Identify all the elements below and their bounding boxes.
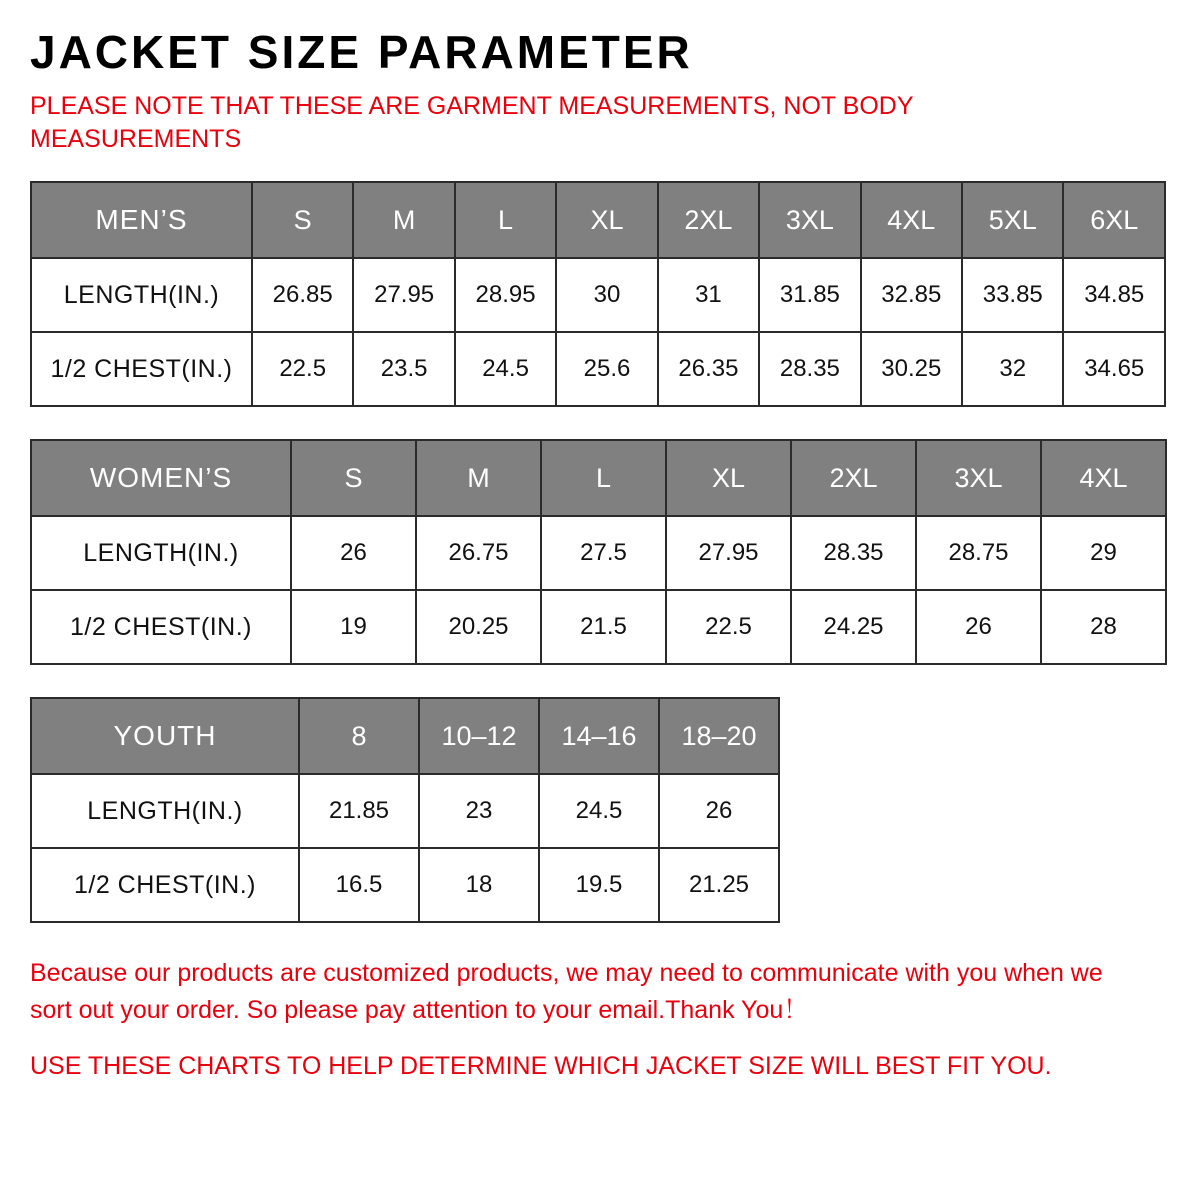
row-label: LENGTH(IN.) [31, 774, 299, 848]
table-row [31, 774, 779, 848]
table-cell: 31.85 [759, 258, 860, 332]
table-header-cell: 8 [299, 698, 419, 774]
table-cell: 28.35 [791, 516, 916, 590]
table-cell: 26 [659, 774, 779, 848]
table-header-cell: 14–16 [539, 698, 659, 774]
table-cell: 23.5 [353, 332, 454, 406]
table-cell: 28 [1041, 590, 1166, 664]
row-label: 1/2 CHEST(IN.) [31, 332, 252, 406]
table-header-cell: 4XL [861, 182, 962, 258]
womens-size-table [30, 439, 1167, 665]
table-cell: 25.6 [556, 332, 657, 406]
table-cell: 28.35 [759, 332, 860, 406]
row-label: 1/2 CHEST(IN.) [31, 848, 299, 922]
table-header-cell: 5XL [962, 182, 1063, 258]
table-row [31, 590, 1166, 664]
mens-size-table [30, 181, 1166, 407]
table-header-cell: 2XL [658, 182, 759, 258]
table-header-cell: S [291, 440, 416, 516]
table-header-cell: S [252, 182, 353, 258]
table-cell: 26.75 [416, 516, 541, 590]
table-header-cell: 10–12 [419, 698, 539, 774]
table-row [31, 516, 1166, 590]
row-label: LENGTH(IN.) [31, 258, 252, 332]
table-cell: 26.35 [658, 332, 759, 406]
table-cell: 21.85 [299, 774, 419, 848]
table-header-cell: XL [666, 440, 791, 516]
table-cell: 27.95 [353, 258, 454, 332]
table-cell: 26 [916, 590, 1041, 664]
table-cell: 23 [419, 774, 539, 848]
table-header-cell: M [353, 182, 454, 258]
measurement-note: PLEASE NOTE THAT THESE ARE GARMENT MEASUREMENTS, NOT BODY MEASUREMENTS [30, 92, 914, 153]
table-cell: 21.25 [659, 848, 779, 922]
table-header-cell: L [541, 440, 666, 516]
page-title: JACKET SIZE PARAMETER [30, 26, 693, 78]
table-header-cell: L [455, 182, 556, 258]
table-cell: 34.85 [1063, 258, 1165, 332]
table-cell: 32 [962, 332, 1063, 406]
table-header-cell: 6XL [1063, 182, 1165, 258]
table-header-cell: M [416, 440, 541, 516]
youth-size-table [30, 697, 780, 923]
table-header-row [31, 440, 1166, 516]
footer-note-customization: Because our products are customized products, we may need to communicate with you when we sort out your order. So please pay attention to your email.Thank You！ [30, 959, 1103, 1024]
table-cell: 28.95 [455, 258, 556, 332]
table-cell: 16.5 [299, 848, 419, 922]
table-cell: 24.5 [455, 332, 556, 406]
row-label: LENGTH(IN.) [31, 516, 291, 590]
table-header-cell: XL [556, 182, 657, 258]
table-cell: 19.5 [539, 848, 659, 922]
footer-note-usage: USE THESE CHARTS TO HELP DETERMINE WHICH JACKET SIZE WILL BEST FIT YOU. [30, 1051, 1052, 1080]
table-cell: 20.25 [416, 590, 541, 664]
table-cell: 30 [556, 258, 657, 332]
table-header-cell: 3XL [916, 440, 1041, 516]
table-cell: 33.85 [962, 258, 1063, 332]
table-cell: 24.5 [539, 774, 659, 848]
table-header-cell: WOMEN’S [31, 440, 291, 516]
table-cell: 28.75 [916, 516, 1041, 590]
table-header-cell: YOUTH [31, 698, 299, 774]
table-cell: 26.85 [252, 258, 353, 332]
table-header-cell: 2XL [791, 440, 916, 516]
row-label: 1/2 CHEST(IN.) [31, 590, 291, 664]
table-cell: 21.5 [541, 590, 666, 664]
table-header-cell: 18–20 [659, 698, 779, 774]
table-cell: 31 [658, 258, 759, 332]
table-header-cell: MEN’S [31, 182, 252, 258]
table-cell: 22.5 [666, 590, 791, 664]
table-cell: 22.5 [252, 332, 353, 406]
table-cell: 32.85 [861, 258, 962, 332]
table-header-row [31, 698, 779, 774]
table-row [31, 258, 1165, 332]
table-header-cell: 3XL [759, 182, 860, 258]
table-cell: 27.5 [541, 516, 666, 590]
table-cell: 29 [1041, 516, 1166, 590]
table-row [31, 848, 779, 922]
table-cell: 19 [291, 590, 416, 664]
table-cell: 34.65 [1063, 332, 1165, 406]
table-header-cell: 4XL [1041, 440, 1166, 516]
table-cell: 26 [291, 516, 416, 590]
table-cell: 24.25 [791, 590, 916, 664]
table-cell: 18 [419, 848, 539, 922]
footer-notes [30, 955, 1150, 1084]
table-cell: 30.25 [861, 332, 962, 406]
table-header-row [31, 182, 1165, 258]
table-cell: 27.95 [666, 516, 791, 590]
table-row [31, 332, 1165, 406]
